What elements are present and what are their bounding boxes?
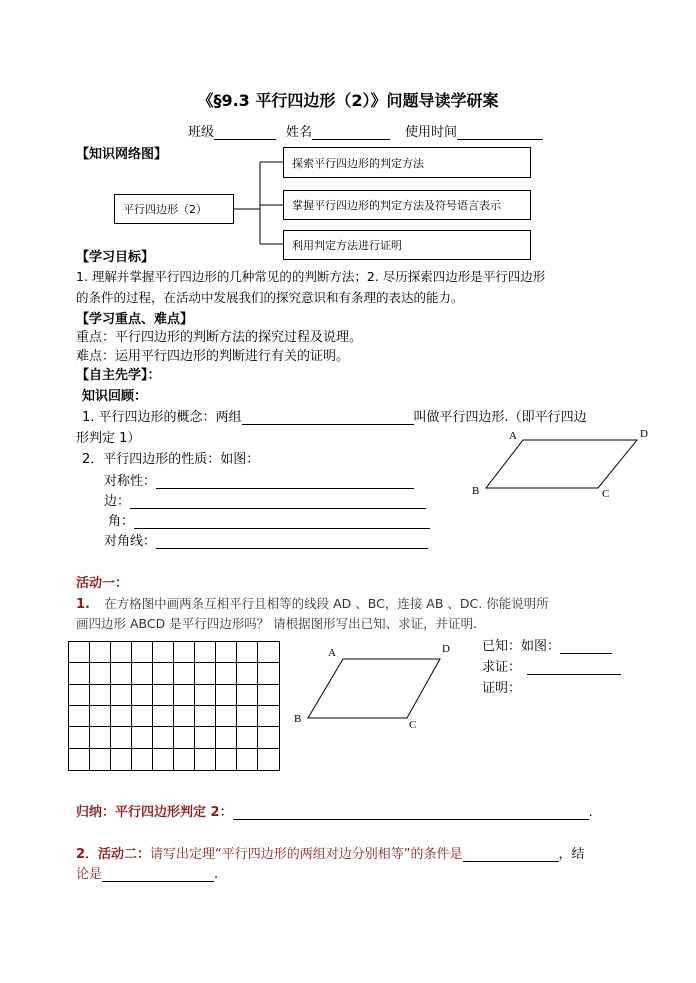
activity-1-text: 在方格图中画两条互相平行且相等的线段 AD 、BC，连接 AB 、DC. 你能说明所 [104,596,549,611]
activity-1-heading: 活动一： [76,576,129,591]
focus-text: 重点：平行四边形的判断方法的探究过程及说理。 [76,330,363,345]
property-label: 角： [108,514,135,529]
vertex-label-b: B [472,485,480,497]
goals-line: 1. 理解并掌握平行四边形的几种常见的的判断方法；2. 尽历探索四边形是平行四边形 [76,269,546,284]
condition-blank[interactable] [463,847,559,862]
property-label: 对称性： [104,474,157,489]
question-1-prefix: 1. 平行四边形的概念：两组 [82,410,242,425]
vertex-label-c: C [602,488,610,500]
question-1-line2: 形判定 1） [76,431,141,446]
knowledge-branch-label: 利用判定方法进行证明 [292,239,402,252]
vertex-label-b: B [294,713,302,725]
knowledge-branch-label: 探索平行四边形的判定方法 [292,156,424,170]
question-1-suffix: 叫做平行四边形.（即平行四边 [413,410,587,425]
vertex-label-d: D [442,643,450,655]
vertex-label-c: C [409,719,417,731]
time-label: 使用时间 [405,125,458,140]
prove-field [482,656,621,675]
self-study-heading: 【自主先学】： [76,368,161,383]
review-label: 知识回顾： [82,389,148,404]
difficulty-text: 难点：运用平行四边形的判断进行有关的证明。 [76,349,350,364]
conclusion-blank[interactable] [102,867,214,882]
knowledge-map-heading: 【知识网络图】 [76,147,168,162]
summary-label: 归纳：平行四边形判定 2： [76,805,233,820]
goals-line: 的条件的过程，在活动中发展我们的探究意识和有条理的表达的能力。 [76,290,464,305]
given-label: 已知：如图： [482,639,561,654]
given-blank[interactable] [560,639,612,654]
vertex-label-d: D [640,428,648,440]
activity-2-line2-text: 论是 [76,867,103,882]
vertex-label-a: A [509,430,517,442]
knowledge-branch-label: 掌握平行四边形的判定方法及符号语言表示 [292,199,501,212]
goals-heading: 【学习目标】 [76,250,155,265]
prove-blank[interactable] [527,660,621,675]
activity-2-line [76,843,585,862]
summary-end: . [588,805,593,820]
activity-2-comma: ，结 [558,847,585,862]
activity-2-line2 [76,863,218,882]
question-2: 2．平行四边形的性质：如图： [82,452,260,467]
proof-label: 证明： [482,681,522,696]
property-label: 边： [104,494,131,509]
summary-line [76,801,593,820]
vertex-label-a: A [328,647,336,659]
page-title: 《§9.3 平行四边形（2）》问题导读学研案 [197,91,499,110]
summary-blank[interactable] [233,805,589,820]
property-label: 对角线： [104,534,157,549]
activity-2-end: . [214,867,219,882]
name-label: 姓名 [286,125,313,140]
prove-label: 求证： [482,660,522,675]
key-points-heading: 【学习重点、难点】 [76,312,194,327]
given-field [482,635,612,654]
class-label: 班级 [188,125,215,140]
knowledge-root-label: 平行四边形（2） [123,203,207,216]
activity-1-line2: 画四边形 ABCD 是平行四边形吗？ 请根据图形写出已知、求证，并证明. [76,616,478,631]
activity-2-prefix: 2．活动二： [76,847,151,862]
activity-2-text: 请写出定理“平行四边形的两组对边分别相等”的条件是 [150,847,463,862]
activity-1-number: 1. [76,597,90,612]
